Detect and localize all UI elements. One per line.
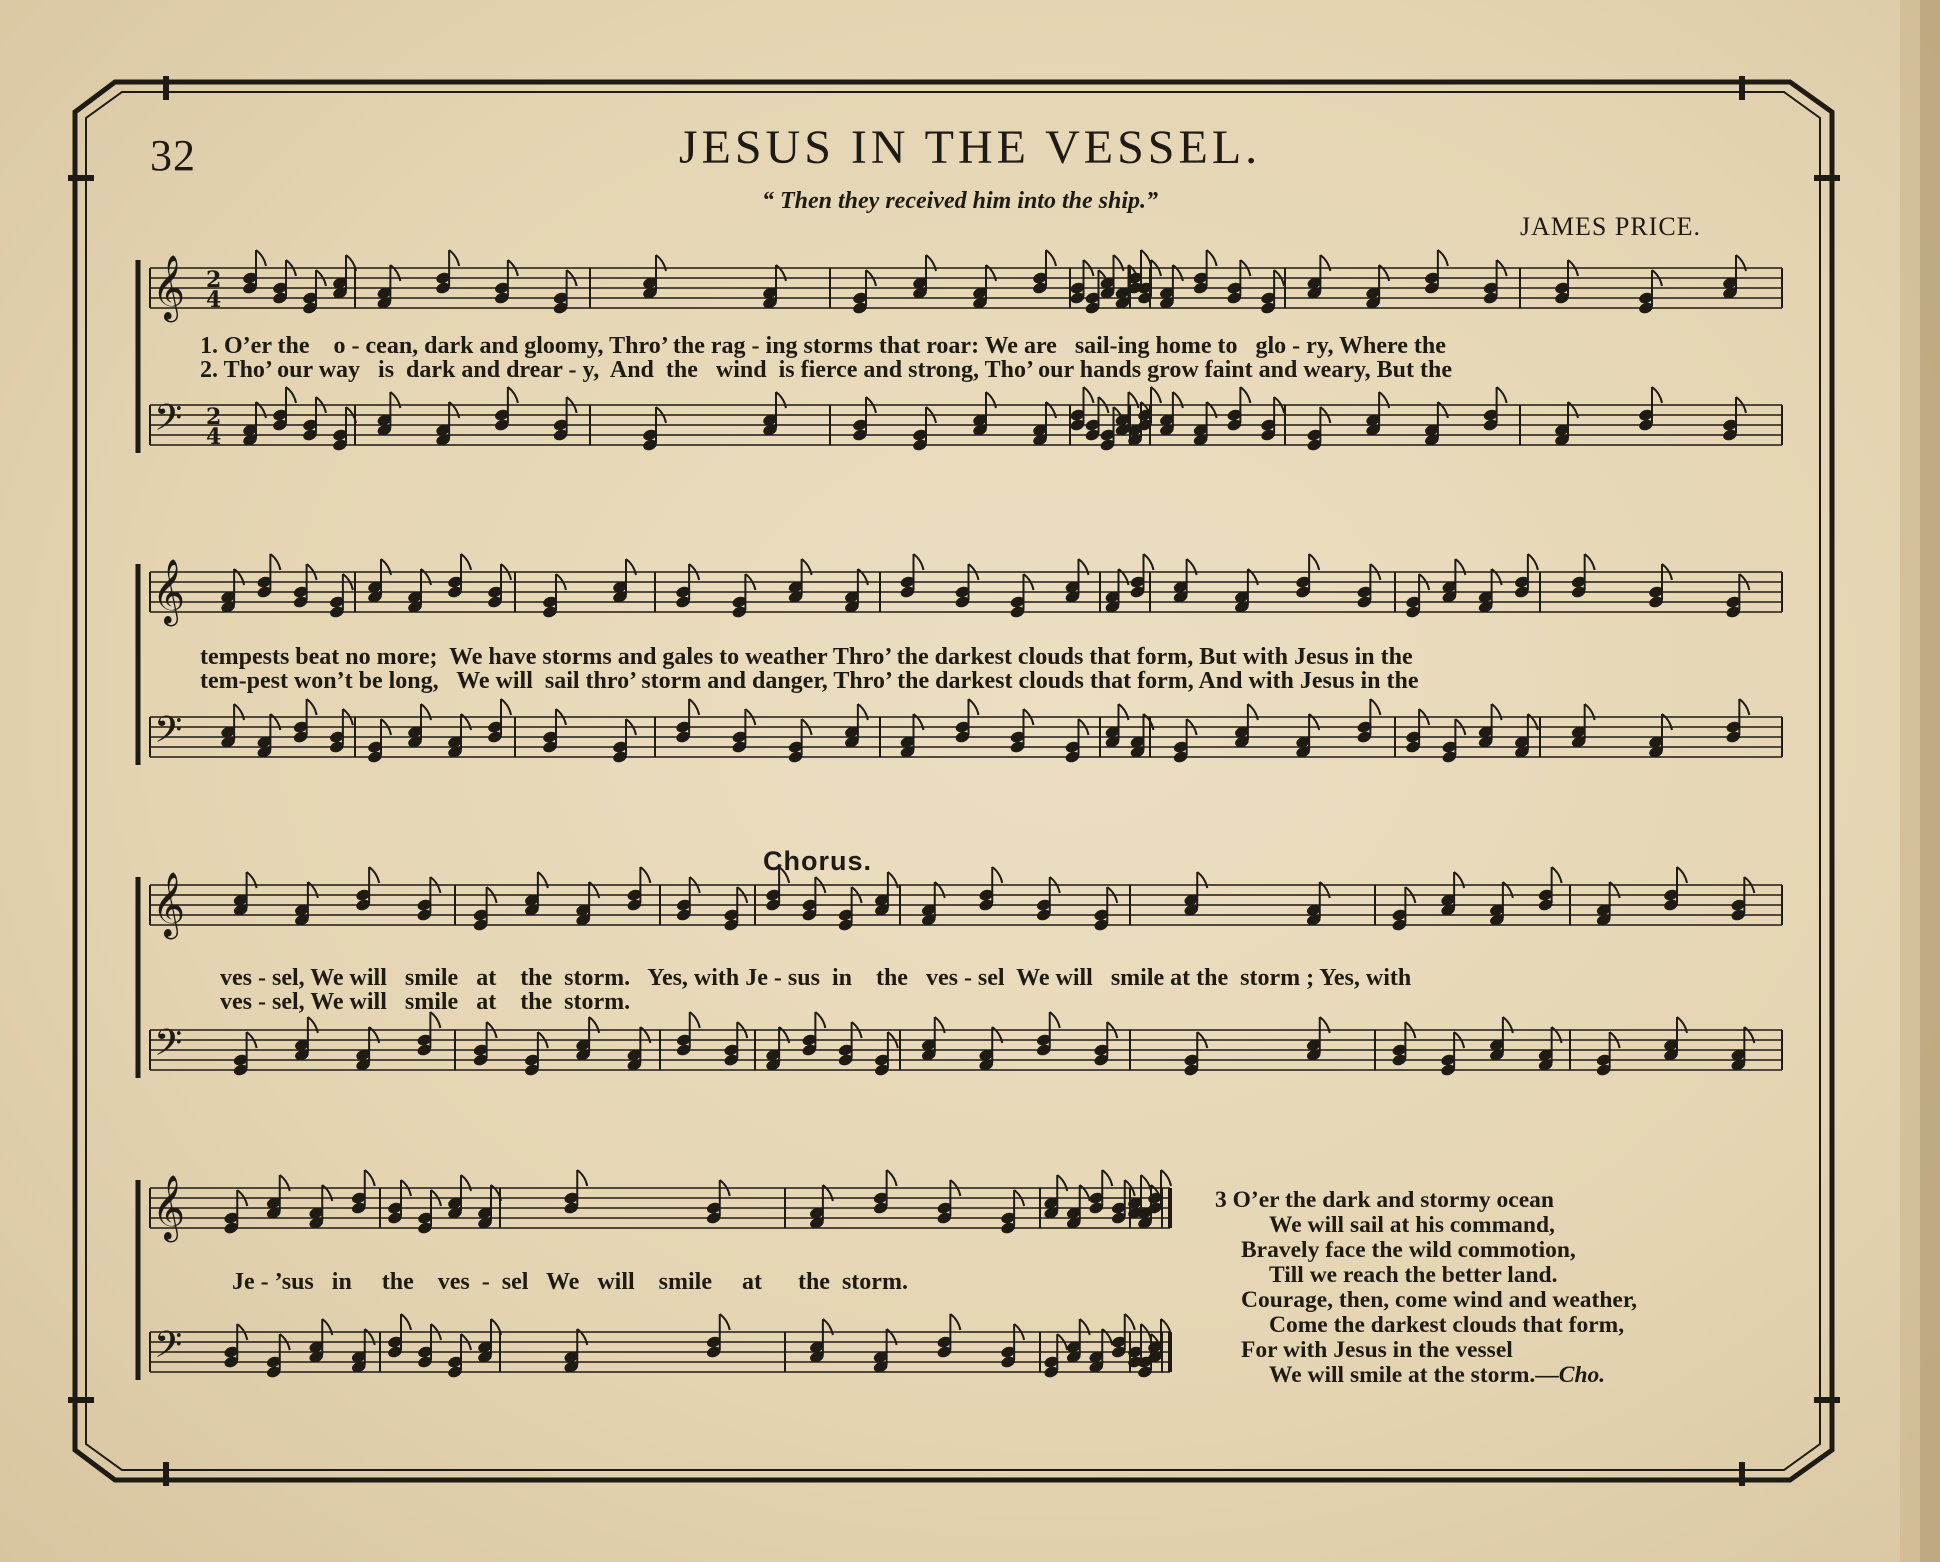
note-flag: [689, 699, 699, 715]
chorus-label: Chorus.: [763, 846, 873, 876]
note-flag: [1144, 554, 1154, 570]
note-flag: [887, 1170, 897, 1186]
stanza-line: Bravely face the wild commotion,: [1241, 1237, 1576, 1263]
note-flag: [270, 554, 280, 570]
note-flag: [1585, 554, 1595, 570]
note-flag: [1050, 1012, 1060, 1028]
note-flag: [1046, 250, 1056, 266]
hymn-title: JESUS IN THE VESSEL.: [678, 121, 1262, 174]
note-flag: [950, 1314, 960, 1330]
treble-clef-icon: 𝄞: [152, 1175, 186, 1240]
note-flag: [256, 250, 266, 266]
epigraph: “ Then they received him into the ship.”: [762, 188, 1158, 214]
note-flag: [365, 1170, 375, 1186]
note-flag: [307, 699, 317, 715]
stanza-three: [1215, 1188, 1637, 1388]
note-flag: [1084, 387, 1094, 403]
lyrics-system1-verse1: 1. O’er the o - cean, dark and gloomy, Thro’ the rag - ing storms that roar: We are sail-ing home to glo - ry, Where the: [200, 333, 1446, 359]
bass-clef-icon: 𝄢: [154, 1324, 183, 1375]
note-flag: [1739, 699, 1749, 715]
note-flag: [577, 1170, 587, 1186]
note-flag: [1528, 554, 1538, 570]
note-flag: [1438, 250, 1448, 266]
treble-clef-icon: 𝄞: [152, 872, 186, 937]
stanza-line: For with Jesus in the vessel: [1241, 1337, 1513, 1363]
lyrics-system1-verse2: 2. Tho’ our way is dark and drear - y, And the wind is fierce and strong, Tho’ our hands grow faint and weary, But the: [200, 357, 1452, 383]
page-number: 32: [150, 131, 196, 180]
note-flag: [369, 867, 379, 883]
note-flag: [501, 699, 511, 715]
lyrics-system3-verse2: ves - sel, We will smile at the storm.: [220, 989, 631, 1015]
stanza-line: Courage, then, come wind and weather,: [1241, 1287, 1638, 1313]
note-flag: [992, 867, 1002, 883]
composer-credit: JAMES PRICE.: [1520, 212, 1702, 241]
note-flag: [1141, 250, 1151, 266]
bass-clef-icon: 𝄢: [154, 397, 183, 448]
lyrics-system2-verse2: tem-pest won’t be long, We will sail thro’ storm and danger, Thro’ the darkest clouds that form, And with Jesus in the: [200, 668, 1419, 694]
bass-clef-icon: 𝄢: [154, 709, 183, 760]
note-flag: [1309, 554, 1319, 570]
note-flag: [286, 387, 296, 403]
time-signature-bottom: 4: [206, 424, 222, 450]
note-flag: [720, 1314, 730, 1330]
note-flag: [1102, 1170, 1112, 1186]
stanza-line: Come the darkest clouds that form,: [1269, 1312, 1625, 1338]
note-flag: [1497, 387, 1507, 403]
note-flag: [815, 1012, 825, 1028]
lyrics-system3-verse1: ves - sel, We will smile at the storm. Yes, with Je - sus in the ves - sel We will smile at the storm ; Yes, with: [220, 965, 1412, 991]
note-flag: [449, 250, 459, 266]
note-flag: [969, 699, 979, 715]
stanza-line: Till we reach the better land.: [1269, 1262, 1558, 1288]
note-flag: [1240, 387, 1250, 403]
stanza-line: We will sail at his command,: [1269, 1212, 1555, 1238]
note-flag: [461, 554, 471, 570]
note-flag: [640, 867, 650, 883]
stanza-line: 3 O’er the dark and stormy ocean: [1215, 1187, 1554, 1213]
time-signature-top: 2: [206, 267, 222, 293]
note-flag: [401, 1314, 411, 1330]
note-flag: [914, 554, 924, 570]
note-flag: [508, 387, 518, 403]
stanza-last-text: We will smile at the storm.—: [1269, 1362, 1559, 1388]
note-flag: [1161, 1170, 1171, 1186]
note-flag: [1125, 1314, 1135, 1330]
note-flag: [1552, 867, 1562, 883]
note-flag: [690, 1012, 700, 1028]
lyrics-system4: Je - ’sus in the ves - sel We will smile at the storm.: [232, 1269, 908, 1295]
lyrics-system2-verse1: tempests beat no more; We have storms and gales to weather Thro’ the darkest clouds that form, But with Jesus in the: [200, 644, 1413, 670]
note-flag: [1151, 387, 1161, 403]
note-flag: [1677, 867, 1687, 883]
time-signature-top: 2: [206, 404, 222, 430]
note-flag: [1652, 387, 1662, 403]
note-flag: [1207, 250, 1217, 266]
note-flag: [1370, 699, 1380, 715]
stanza-line: [1215, 1363, 1637, 1388]
treble-clef-icon: 𝄞: [152, 255, 186, 320]
bass-clef-icon: 𝄢: [154, 1022, 183, 1073]
time-signature-bottom: 4: [206, 287, 222, 313]
treble-clef-icon: 𝄞: [152, 559, 186, 624]
chorus-cue: Cho.: [1558, 1362, 1606, 1388]
